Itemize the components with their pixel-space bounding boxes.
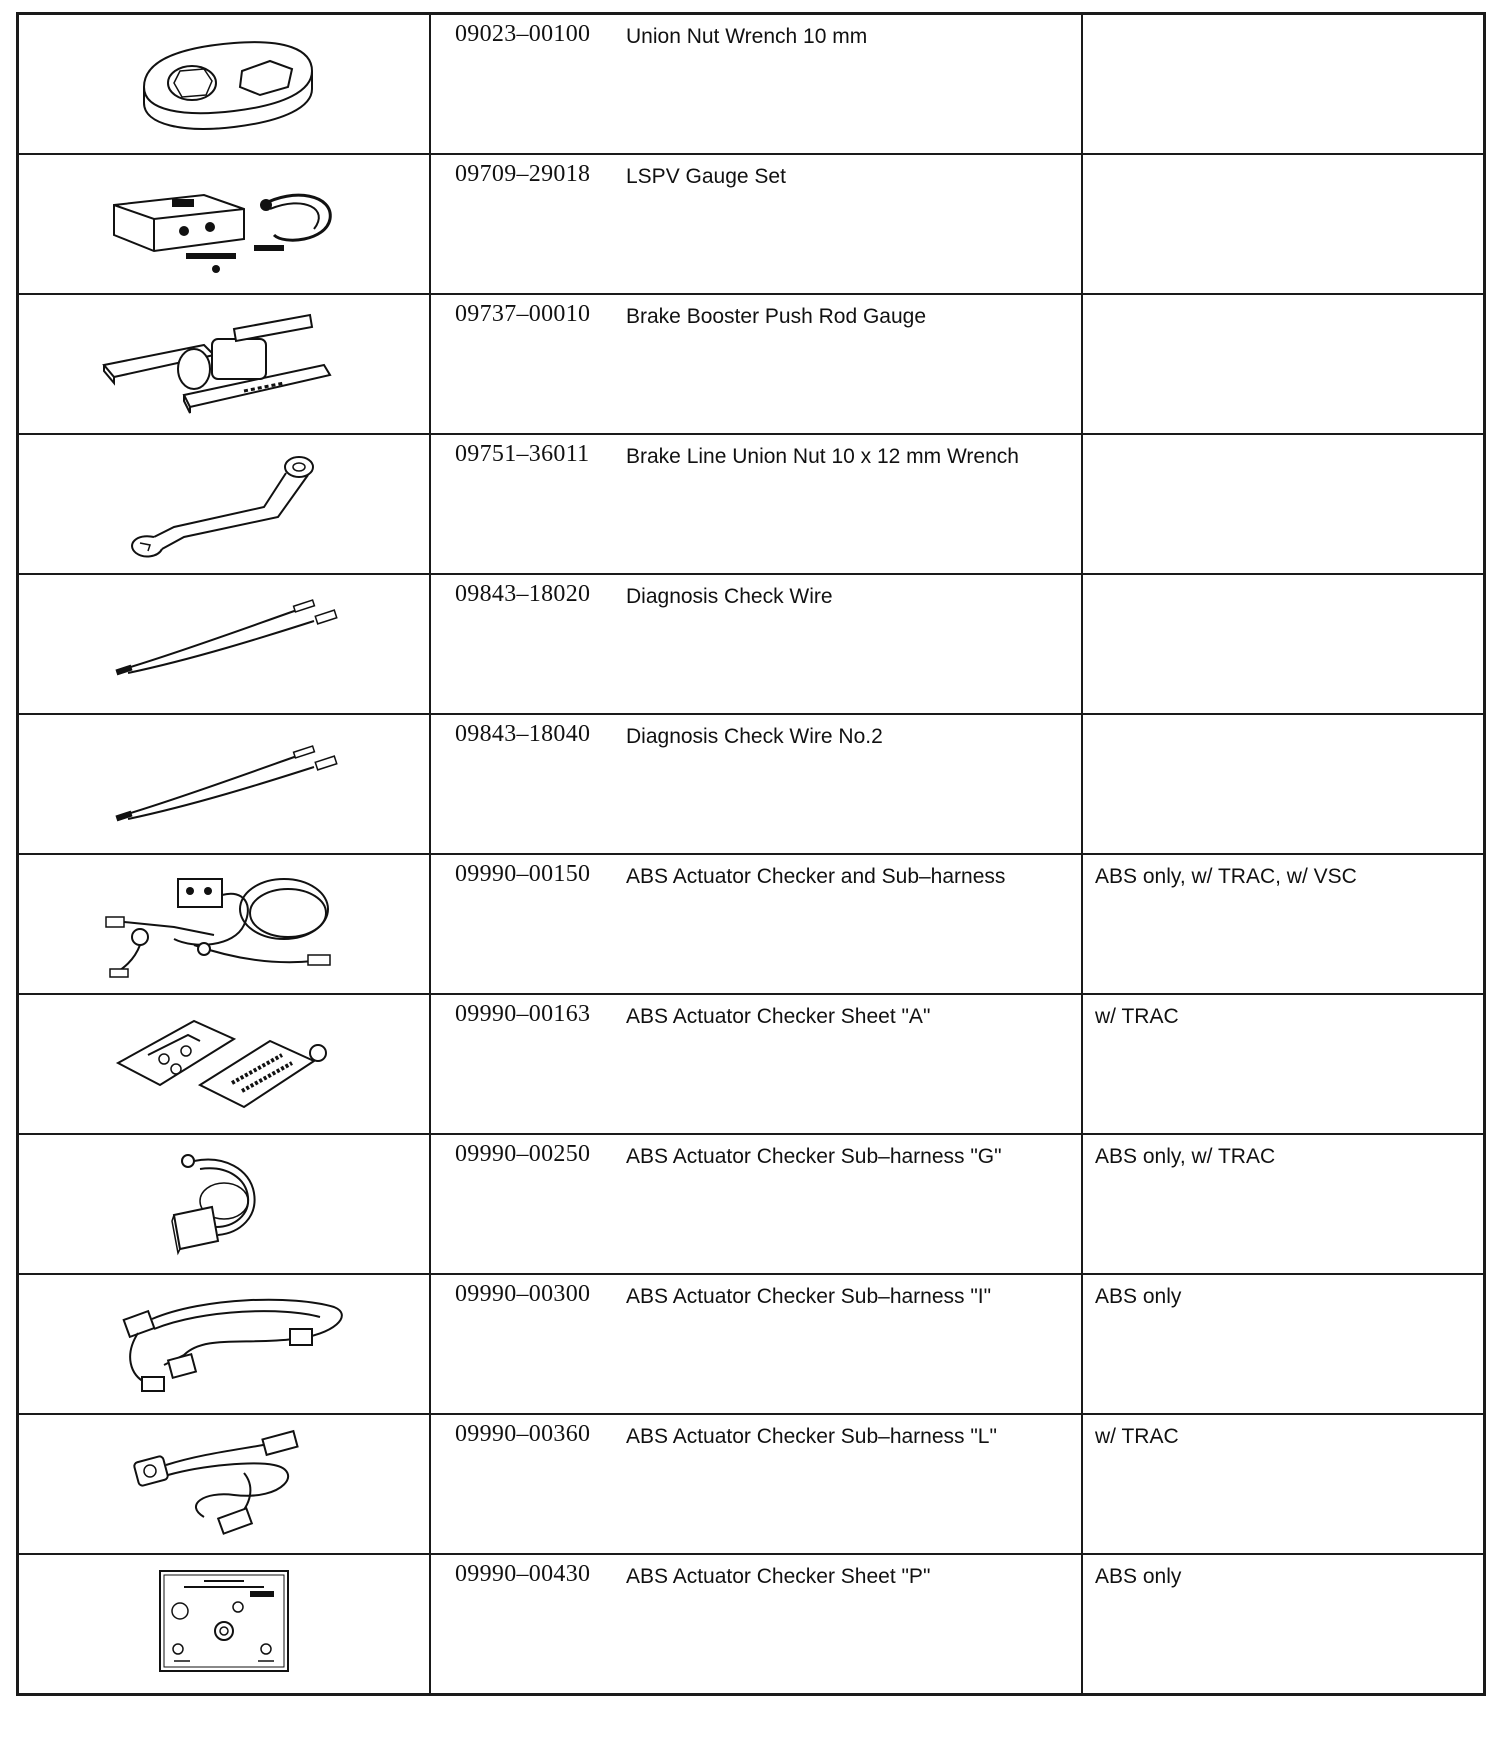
table-row [18,1554,1485,1695]
sub-harness-icon [124,1425,324,1543]
part-number: 09023–00100 [455,21,591,47]
applicability-note: ABS only, w/ TRAC [1095,1145,1276,1168]
part-number: 09990–00150 [455,861,591,887]
note-cell [1082,574,1485,714]
tool-name: LSPV Gauge Set [626,165,786,188]
push-rod-gauge-icon [94,305,354,423]
table-row [18,574,1485,714]
description-cell [430,714,1082,854]
checker-sheet-icon [104,1005,344,1123]
illustration-cell [18,574,431,714]
illustration-cell [18,434,431,574]
description-cell [430,1414,1082,1554]
sub-harness-icon [154,1145,294,1263]
illustration-cell [18,1274,431,1414]
applicability-note [1083,715,1483,721]
note-cell [1082,854,1485,994]
note-cell [1082,994,1485,1134]
tool-name: Brake Booster Push Rod Gauge [626,305,927,328]
illustration-cell [18,294,431,434]
description-cell [430,14,1082,155]
tool-name: ABS Actuator Checker Sub–harness "I" [626,1285,992,1308]
tool-name: Brake Line Union Nut 10 x 12 mm Wrench [626,445,1019,468]
note-cell [1082,1554,1485,1695]
illustration-cell [18,154,431,294]
description-cell [430,434,1082,574]
check-wire-icon [104,725,344,843]
table-row [18,1134,1485,1274]
applicability-note [1083,155,1483,161]
actuator-checker-icon [94,865,354,983]
table-row [18,854,1485,994]
part-number: 09737–00010 [455,301,591,327]
applicability-note [1083,435,1483,441]
description-cell [430,294,1082,434]
part-number: 09990–00163 [455,1001,591,1027]
applicability-note [1083,15,1483,21]
table-row [18,1274,1485,1414]
tool-name: ABS Actuator Checker Sheet "P" [626,1565,931,1588]
applicability-note [1083,295,1483,301]
gauge-set-icon [94,165,354,283]
illustration-cell [18,714,431,854]
illustration-cell [18,854,431,994]
applicability-note: w/ TRAC [1095,1005,1179,1028]
table-row [18,14,1485,155]
description-cell [430,1274,1082,1414]
part-number: 09990–00360 [455,1421,591,1447]
note-cell [1082,1274,1485,1414]
table-row [18,714,1485,854]
description-cell [430,574,1082,714]
description-cell [430,994,1082,1134]
part-number: 09990–00430 [455,1561,591,1587]
line-wrench-icon [114,445,334,563]
description-cell [430,1134,1082,1274]
part-number: 09843–18020 [455,581,591,607]
special-tools-table [16,12,1486,1696]
tool-name: ABS Actuator Checker and Sub–harness [626,865,1006,888]
description-cell [430,154,1082,294]
table-row [18,1414,1485,1554]
tool-name: ABS Actuator Checker Sub–harness "L" [626,1425,997,1448]
table-row [18,994,1485,1134]
tool-name: ABS Actuator Checker Sheet "A" [626,1005,931,1028]
tool-name: Diagnosis Check Wire [626,585,833,608]
description-cell [430,1554,1082,1695]
checker-panel-icon [154,1565,294,1677]
note-cell [1082,714,1485,854]
note-cell [1082,1134,1485,1274]
illustration-cell [18,1414,431,1554]
note-cell [1082,14,1485,155]
illustration-cell [18,14,431,155]
applicability-note: ABS only, w/ TRAC, w/ VSC [1095,865,1357,888]
tool-name: Union Nut Wrench 10 mm [626,25,868,48]
tool-name: ABS Actuator Checker Sub–harness "G" [626,1145,1002,1168]
table-row [18,434,1485,574]
illustration-cell [18,1554,431,1695]
part-number: 09751–36011 [455,441,590,467]
special-tools-sheet [16,12,1476,1696]
check-wire-icon [104,585,344,703]
applicability-note [1083,575,1483,581]
tool-name: Diagnosis Check Wire No.2 [626,725,883,748]
note-cell [1082,154,1485,294]
note-cell [1082,434,1485,574]
sub-harness-icon [94,1285,354,1403]
union-nut-wrench-icon [124,25,324,143]
note-cell [1082,1414,1485,1554]
part-number: 09709–29018 [455,161,591,187]
table-row [18,294,1485,434]
applicability-note: w/ TRAC [1095,1425,1179,1448]
note-cell [1082,294,1485,434]
illustration-cell [18,994,431,1134]
description-cell [430,854,1082,994]
illustration-cell [18,1134,431,1274]
part-number: 09843–18040 [455,721,591,747]
part-number: 09990–00300 [455,1281,591,1307]
applicability-note: ABS only [1095,1285,1182,1308]
part-number: 09990–00250 [455,1141,591,1167]
table-row [18,154,1485,294]
applicability-note: ABS only [1095,1565,1182,1588]
